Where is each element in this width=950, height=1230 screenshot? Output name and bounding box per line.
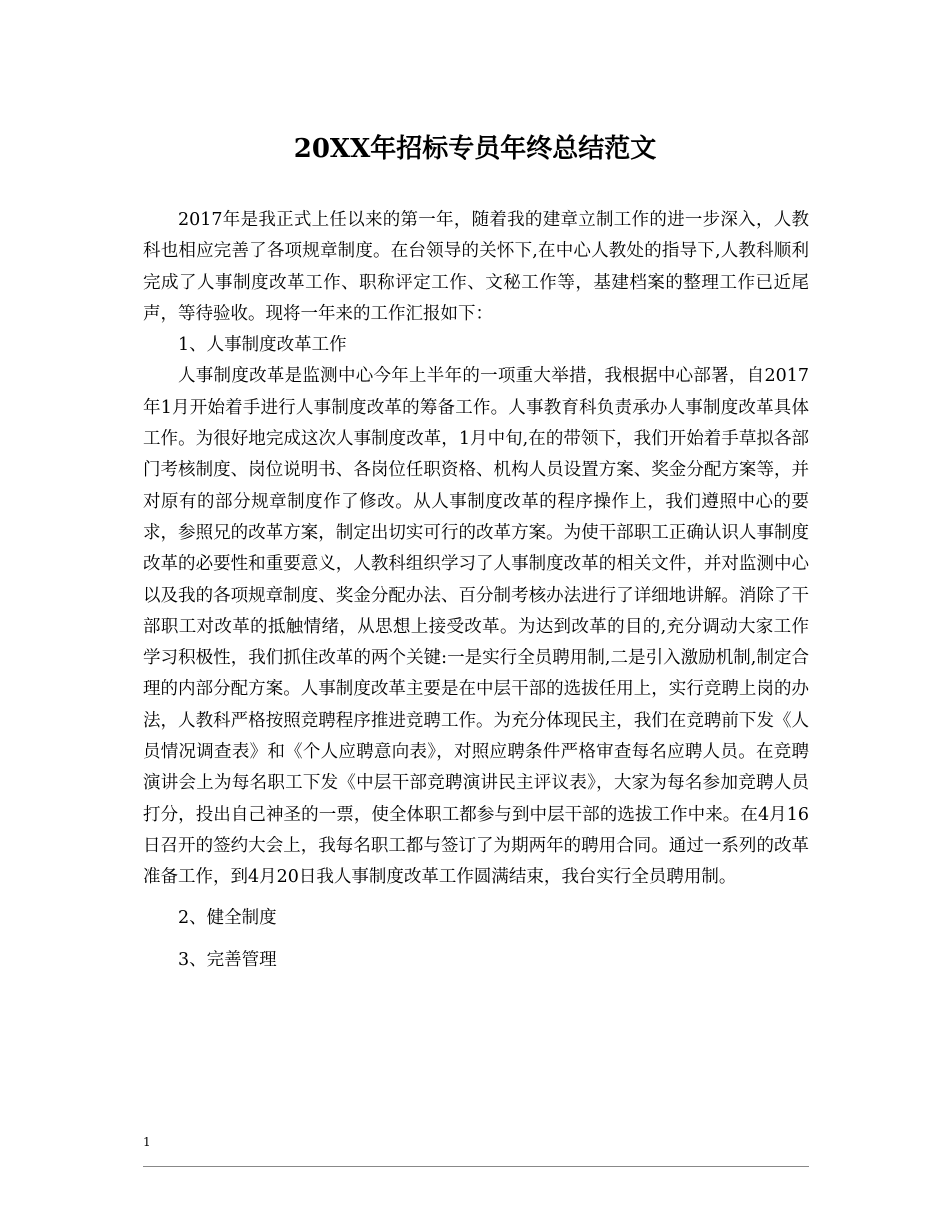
document-title: 20XX年招标专员年终总结范文 [293,134,657,164]
section-heading-3: 3、完善管理 [178,949,277,970]
section-1-paragraph: 人事制度改革是监测中心今年上半年的一项重大举措，我根据中心部署，自2017年1月开始着手进行人事制度改革的筹备工作。人事教育科负责承办人事制度改革具体工作。为很好地完成这次人事制度改革，1月中旬,在的带领下，我们开始着手草拟各部门考核制度、岗位说明书、各岗位任职资格、机构人员设置方案、奖金分配方案等，并对原有的部分规章制度作了修改。从人事制度改革的程序操作上，我们遵照中心的要求，参照兄的改革方案，制定出切实可行的改革方案。为使干部职工正确认识人事制度改革的必要性和重要意义，人教科组织学习了人事制度改革的相关文件，并对监测中心以及我的各项规章制度、奖金分配办法、百分制考核办法进行了详细地讲解。消除了干部职工对改革的抵触情绪，从思想上接受改革。为达到改革的目的,充分调动大家工作学习积极性，我们抓住改革的两个关键:一是实行全员聘用制,二是引入激励机制,制定合理的内部分配方案。人事制度改革主要是在中层干部的选拔任用上，实行竞聘上岗的办法，人教科严格按照竞聘程序推进竞聘工作。为充分体现民主，我们在竞聘前下发《人员情况调查表》和《个人应聘意向表》，对照应聘条件严格审查每名应聘人员。在竞聘演讲会上为每名职工下发《中层干部竞聘演讲民主评议表》，大家为每名参加竞聘人员打分，投出自己神圣的一票，使全体职工都参与到中层干部的选拔工作中来。在4月16日召开的签约大会上，我每名职工都与签订了为期两年的聘用合同。通过一系列的改革准备工作，到4月20日我人事制度改革工作圆满结束，我台实行全员聘用制。 [143,366,809,888]
section-heading-1: 1、人事制度改革工作 [178,335,347,356]
section-heading-2: 2、健全制度 [178,907,277,928]
document-body [143,205,809,978]
page-number: 1 [143,1135,151,1149]
intro-paragraph: 2017年是我正式上任以来的第一年，随着我的建章立制工作的进一步深入，人教科也相应完善了各项规章制度。在台领导的关怀下,在中心人教处的指导下,人教科顺利完成了人事制度改革工作、职称评定工作、文秘工作等，基建档案的整理工作已近尾声，等待验收。现将一年来的工作汇报如下： [143,210,809,324]
footer-divider [143,1166,809,1167]
